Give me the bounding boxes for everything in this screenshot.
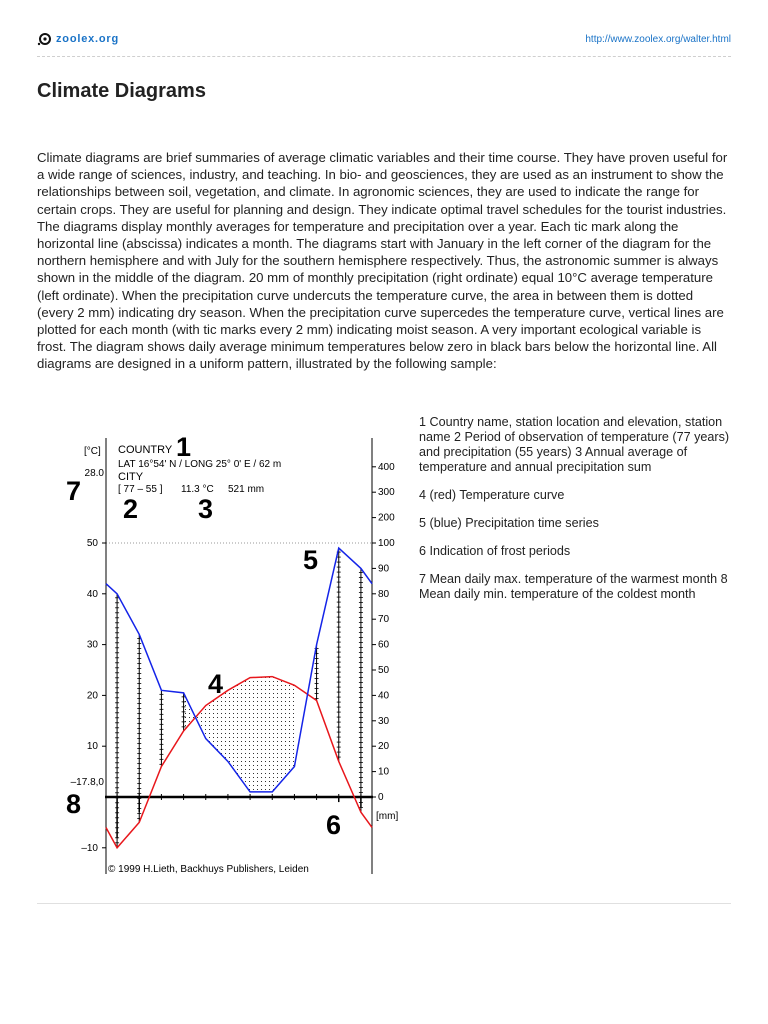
marker-5: 5 (303, 545, 319, 575)
left-tick-label: 40 (86, 588, 98, 600)
station-info-label: LAT 16°54' N / LONG 25° 0' E / 62 m (118, 459, 282, 470)
right-tick-label: 70 (378, 614, 390, 626)
climate-diagram (68, 428, 408, 880)
legend-item-3: 5 (blue) Precipitation time series (419, 516, 599, 530)
right-tick-label: 60 (378, 639, 390, 651)
marker-6: 6 (326, 810, 342, 840)
right-tick-label: 50 (378, 665, 390, 676)
legend-item-1: 1 Country name, station location and elevation, station name 2 Period of observation of temperature (77 years) and precipitation (55 years) 3 Annual average of temperature and annual precipitation sum (419, 415, 730, 474)
right-tick-label: 20 (378, 741, 390, 753)
right-tick-label: 80 (378, 588, 390, 600)
header (37, 32, 731, 54)
copyright-label: © 1999 H.Lieth, Backhuys Publishers, Leiden (108, 864, 309, 875)
right-tick-label: 40 (378, 690, 390, 702)
header-divider (37, 56, 731, 57)
marker-8: 8 (66, 789, 82, 819)
country-label: COUNTRY (118, 444, 173, 456)
city-label: CITY (118, 471, 144, 483)
right-unit-label: [mm] (376, 811, 399, 822)
left-tick-label: 10 (86, 741, 98, 753)
site-logo[interactable] (37, 32, 119, 46)
legend-item-5: 7 Mean daily max. temperature of the warmest month 8 Mean daily min. temperature of the coldest month (419, 572, 728, 601)
footer-divider (37, 903, 731, 904)
min-cold-label: –17.8,0 (70, 777, 104, 788)
right-tick-label: 400 (378, 461, 395, 473)
marker-4: 4 (208, 669, 224, 699)
page-title: Climate Diagrams (37, 80, 206, 102)
max-warm-label: 28.0 (84, 468, 104, 479)
left-unit-label: [°C] (84, 446, 101, 457)
intro-paragraph: Climate diagrams are brief summaries of average climatic variables and their time course. They have proven useful for a wide range of sciences, industry, and teaching. In bio- and geosciences, they are used as an instrument to show the relationships between soil, vegetation, and climate. In agronomic sciences, they are used to indicate the range for certain crops. They are useful for planning and design. They indicate optimal travel schedules for the tourist industries. The diagrams display monthly averages for temperature and precipitation over a year. Each tic mark along the horizontal line (abscissa) indicates a month. The diagrams start with January in the left corner of the diagram for the northern hemisphere and with July for the southern hemisphere respectively. Thus, the astronomic summer is always shown in the middle of the diagram. 20 mm of monthly precipitation (right ordinate) equal 10°C average temperature (left ordinate). When the precipitation curve undercuts the temperature curve, the area in between them is dotted (every 2 mm) indicating dry season. When the precipitation curve supercedes the temperature curve, vertical lines are plotted for each month (with tic marks every 2 mm) indicating moist season. A very important ecological variable is frost. The diagram shows daily average minimum temperatures below zero in black bars below the horizontal line. All diagrams are designed in a uniform pattern, illustrated by the following sample: (37, 150, 728, 372)
marker-7: 7 (66, 476, 82, 506)
marker-3: 3 (198, 494, 214, 524)
period-label: [ 77 – 55 ] (118, 484, 163, 495)
left-tick-label: –10 (81, 842, 98, 854)
right-tick-label: 100 (378, 538, 395, 549)
zoolex-logo-icon (37, 32, 51, 46)
marker-1: 1 (176, 432, 192, 462)
annual-temp-label: 11.3 °C (181, 484, 214, 495)
right-tick-label: 10 (378, 766, 390, 778)
logo-text: zoolex.org (56, 33, 120, 45)
legend-item-2: 4 (red) Temperature curve (419, 488, 565, 502)
marker-2: 2 (123, 494, 139, 524)
left-tick-label: 50 (86, 538, 98, 549)
right-tick-label: 200 (378, 512, 395, 524)
annual-precip-label: 521 mm (228, 484, 265, 495)
right-tick-label: 30 (378, 715, 390, 727)
left-tick-label: 30 (86, 639, 98, 651)
left-tick-label: 20 (86, 690, 98, 702)
page-url-link[interactable]: http://www.zoolex.org/walter.html (585, 34, 731, 45)
right-tick-label: 0 (378, 792, 384, 803)
legend-item-4: 6 Indication of frost periods (419, 544, 571, 558)
right-tick-label: 90 (378, 563, 390, 575)
dry-season-area (184, 677, 295, 792)
diagram-legend (419, 415, 739, 615)
right-tick-label: 300 (378, 487, 395, 499)
